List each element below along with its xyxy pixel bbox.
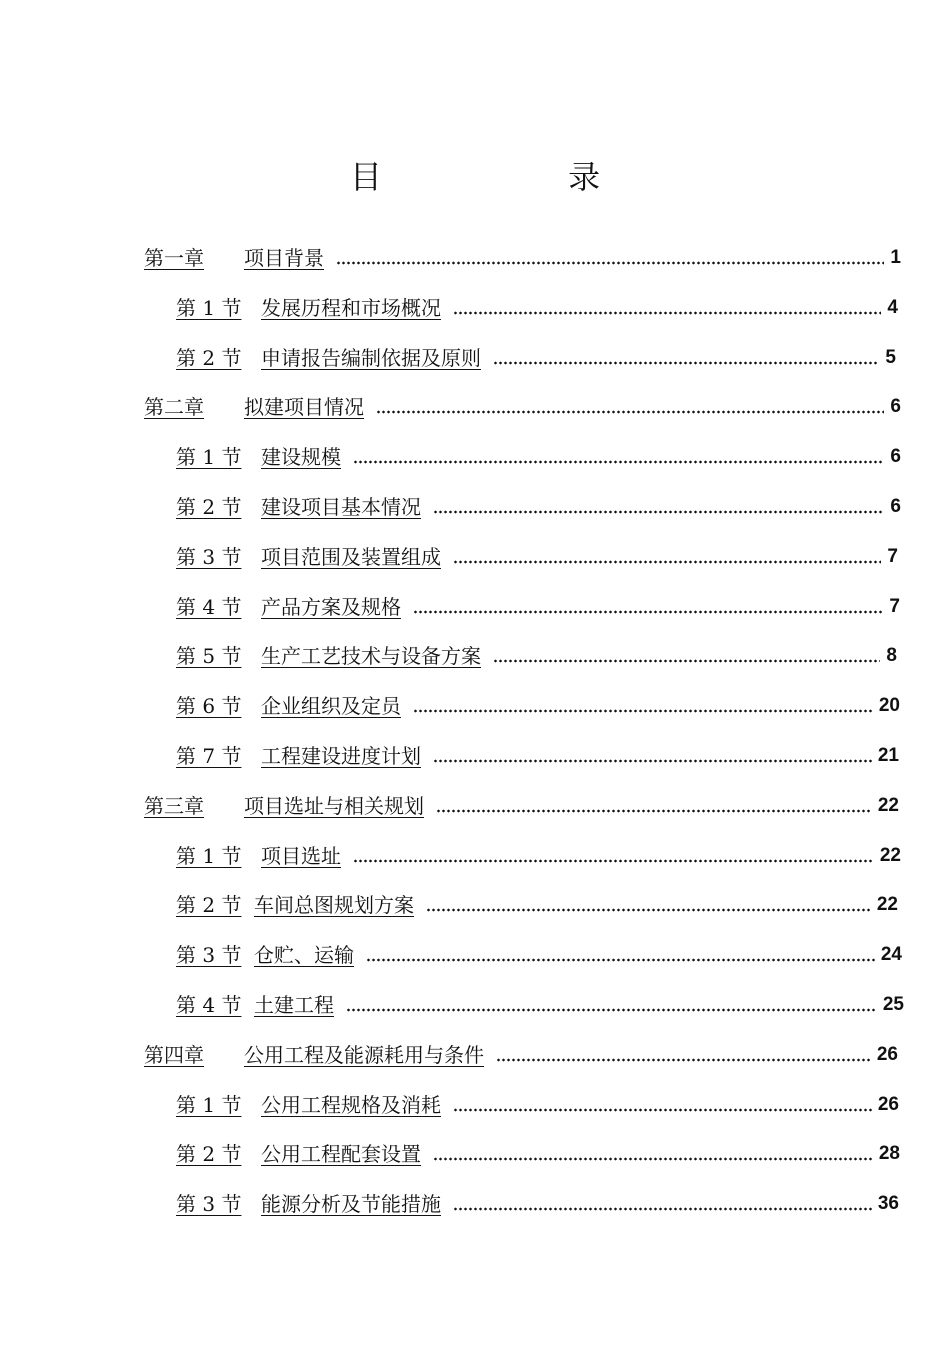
dot-leader: [496, 1058, 871, 1062]
toc-title: 目 录: [349, 158, 689, 196]
dot-leader: [493, 361, 879, 365]
toc-entry-title: 建设项目基本情况: [261, 495, 421, 519]
toc-entry-page: 28: [878, 1143, 900, 1164]
toc-entry-title: 土建工程: [254, 993, 334, 1017]
toc-entry[interactable]: [176, 1083, 899, 1117]
toc-entry-page: 24: [880, 944, 902, 965]
toc-entry-number: 第 3 节: [176, 545, 242, 569]
toc-entry-title: 拟建项目情况: [244, 395, 364, 419]
toc-entry-page: 22: [877, 795, 899, 816]
toc-entry-title: 项目范围及装置组成: [261, 545, 441, 569]
toc-entry[interactable]: [176, 883, 898, 917]
toc-entry-page: 7: [887, 546, 898, 567]
toc-entry-page: 26: [877, 1094, 899, 1115]
dot-leader: [376, 410, 884, 414]
toc-entry-number: 第 2 节: [176, 495, 242, 519]
toc-entry-title: 能源分析及节能措施: [261, 1192, 441, 1216]
toc-entry-title: 工程建设进度计划: [261, 744, 421, 768]
toc-entry-title: 项目选址与相关规划: [244, 794, 424, 818]
toc-entry-title: 企业组织及定员: [261, 694, 401, 718]
toc-entry[interactable]: [176, 933, 902, 967]
toc-entry-title: 项目背景: [244, 246, 324, 270]
toc-entry-number: 第 1 节: [176, 1093, 242, 1117]
toc-entry[interactable]: [176, 834, 901, 868]
toc-entry-page: 6: [890, 446, 901, 467]
toc-entry-page: 22: [879, 845, 901, 866]
toc-entry-page: 6: [890, 496, 901, 517]
toc-entry-number: 第 1 节: [176, 445, 242, 469]
toc-entry-title: 产品方案及规格: [261, 595, 401, 619]
toc-entry-title: 车间总图规划方案: [254, 893, 414, 917]
toc-entry[interactable]: [144, 236, 901, 270]
toc-entry-number: 第 3 节: [176, 1192, 242, 1216]
dot-leader: [336, 261, 884, 265]
dot-leader: [346, 1008, 877, 1012]
dot-leader: [433, 759, 872, 763]
toc-entry[interactable]: [176, 535, 898, 569]
dot-leader: [426, 908, 871, 912]
toc-entry-page: 7: [889, 596, 900, 617]
toc-entry-number: 第 7 节: [176, 744, 242, 768]
dot-leader: [493, 659, 880, 663]
toc-entry-title: 发展历程和市场概况: [261, 296, 441, 320]
toc-entry-page: 25: [882, 994, 904, 1015]
toc-entry-page: 26: [876, 1044, 898, 1065]
toc-entry-number: 第三章: [144, 794, 204, 818]
toc-entry-page: 5: [885, 347, 896, 368]
toc-entry-title: 申请报告编制依据及原则: [261, 346, 481, 370]
dot-leader: [353, 859, 874, 863]
toc-entry[interactable]: [176, 1132, 900, 1166]
toc-entry-number: 第 5 节: [176, 644, 242, 668]
toc-entry-page: 4: [887, 297, 898, 318]
toc-entry-number: 第 4 节: [176, 993, 242, 1017]
toc-entry-number: 第 2 节: [176, 1142, 242, 1166]
toc-entry-title: 公用工程配套设置: [261, 1142, 421, 1166]
toc-entry-number: 第 3 节: [176, 943, 242, 967]
toc-entry-number: 第 1 节: [176, 844, 242, 868]
toc-entry-title: 公用工程及能源耗用与条件: [244, 1043, 484, 1067]
dot-leader: [453, 1108, 872, 1112]
toc-entry-number: 第 1 节: [176, 296, 242, 320]
toc-entry[interactable]: [144, 385, 901, 419]
toc-entry-title: 生产工艺技术与设备方案: [261, 644, 481, 668]
dot-leader: [453, 311, 881, 315]
toc-entry-number: 第二章: [144, 395, 204, 419]
toc-entry-number: 第 2 节: [176, 346, 242, 370]
toc-entry[interactable]: [176, 435, 901, 469]
toc-entry-number: 第 4 节: [176, 595, 242, 619]
toc-entry[interactable]: [176, 1182, 899, 1216]
toc-entry[interactable]: [176, 286, 898, 320]
toc-entry[interactable]: [176, 684, 900, 718]
toc-entry-number: 第四章: [144, 1043, 204, 1067]
toc-entry-page: 6: [890, 396, 901, 417]
toc-entry-number: 第 2 节: [176, 893, 242, 917]
toc-entry[interactable]: [176, 485, 901, 519]
toc-entry-number: 第一章: [144, 246, 204, 270]
toc-entry[interactable]: [176, 983, 904, 1017]
toc-entry-title: 公用工程规格及消耗: [261, 1093, 441, 1117]
dot-leader: [433, 1157, 873, 1161]
toc-entry-page: 8: [886, 645, 897, 666]
dot-leader: [436, 809, 872, 813]
toc-entry-page: 20: [878, 695, 900, 716]
toc-entry[interactable]: [144, 1033, 898, 1067]
toc-entry-page: 21: [877, 745, 899, 766]
toc-entry-title: 建设规模: [261, 445, 341, 469]
toc-entry-number: 第 6 节: [176, 694, 242, 718]
dot-leader: [453, 1207, 872, 1211]
toc-entry[interactable]: [176, 634, 897, 668]
dot-leader: [413, 610, 883, 614]
toc-entry-page: 36: [877, 1193, 899, 1214]
dot-leader: [366, 958, 875, 962]
toc-entry-title: 仓贮、运输: [254, 943, 354, 967]
toc-entry[interactable]: [176, 734, 899, 768]
dot-leader: [353, 460, 884, 464]
dot-leader: [413, 709, 873, 713]
toc-entry[interactable]: [176, 585, 900, 619]
dot-leader: [453, 560, 881, 564]
toc-entry-title: 项目选址: [261, 844, 341, 868]
toc-entry-page: 1: [890, 247, 901, 268]
toc-entry[interactable]: [176, 336, 896, 370]
toc-entry[interactable]: [144, 784, 899, 818]
dot-leader: [433, 510, 884, 514]
toc-entry-page: 22: [876, 894, 898, 915]
